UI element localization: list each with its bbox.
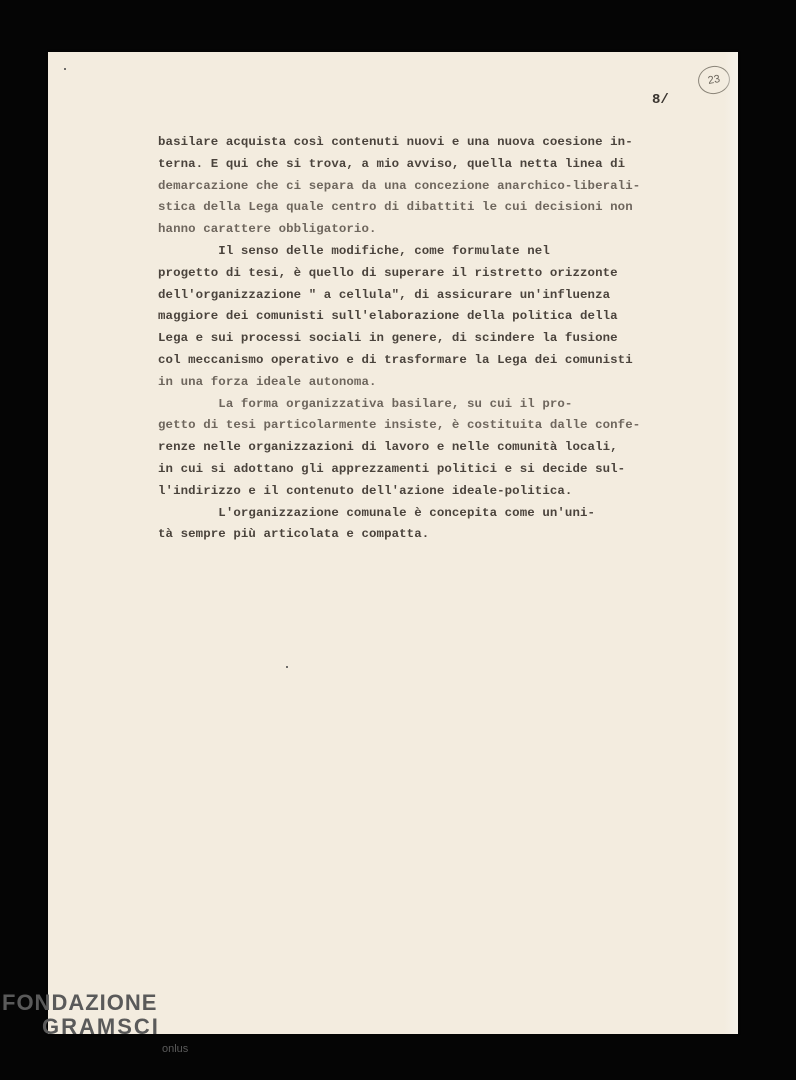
logo-line-3: onlus [162,1043,189,1055]
text-line: tà sempre più articolata e compatta. [158,527,430,542]
text-line: l'indirizzo e il contenuto dell'azione ideale-politica. [158,483,573,498]
typed-text-body [158,132,718,546]
paper-speck [64,68,66,70]
text-line: Lega e sui processi sociali in genere, di scindere la fusione [158,331,618,346]
text-line: getto di tesi particolarmente insiste, è costituita dalle confe- [158,418,641,433]
text-line: stica della Lega quale centro di dibattiti le cui decisioni non [158,200,633,215]
page-number: 8/ [652,92,669,108]
text-line: terna. E qui che si trova, a mio avviso, quella netta linea di [158,156,626,171]
text-line: La forma organizzativa basilare, su cui il pro- [158,396,573,411]
fondazione-gramsci-logo [2,992,188,1055]
text-line: in una forza ideale autonoma. [158,374,377,389]
text-line: renze nelle organizzazioni di lavoro e nelle comunità locali, [158,440,618,455]
logo-line-2: GRAMSCI [42,1014,160,1039]
text-line: demarcazione che ci separa da una concezione anarchico-liberali- [158,178,641,193]
text-line: in cui si adottano gli apprezzamenti politici e si decide sul- [158,461,626,476]
text-line: Il senso delle modifiche, come formulate nel [158,243,550,258]
text-line: maggiore dei comunisti sull'elaborazione della politica della [158,309,618,324]
logo-line-1: FONDAZIONE [2,990,158,1015]
paper-speck [286,666,288,668]
text-line: basilare acquista così contenuti nuovi e una nuova coesione in- [158,135,633,149]
document-page [48,52,738,1034]
text-line: L'organizzazione comunale è concepita come un'uni- [158,505,596,520]
text-line: dell'organizzazione " a cellula", di assicurare un'influenza [158,287,611,302]
text-line: hanno carattere obbligatorio. [158,222,377,237]
text-line: col meccanismo operativo e di trasformare la Lega dei comunisti [158,352,633,367]
archive-stamp: 23 [696,63,732,96]
text-line: progetto di tesi, è quello di superare il ristretto orizzonte [158,265,618,280]
